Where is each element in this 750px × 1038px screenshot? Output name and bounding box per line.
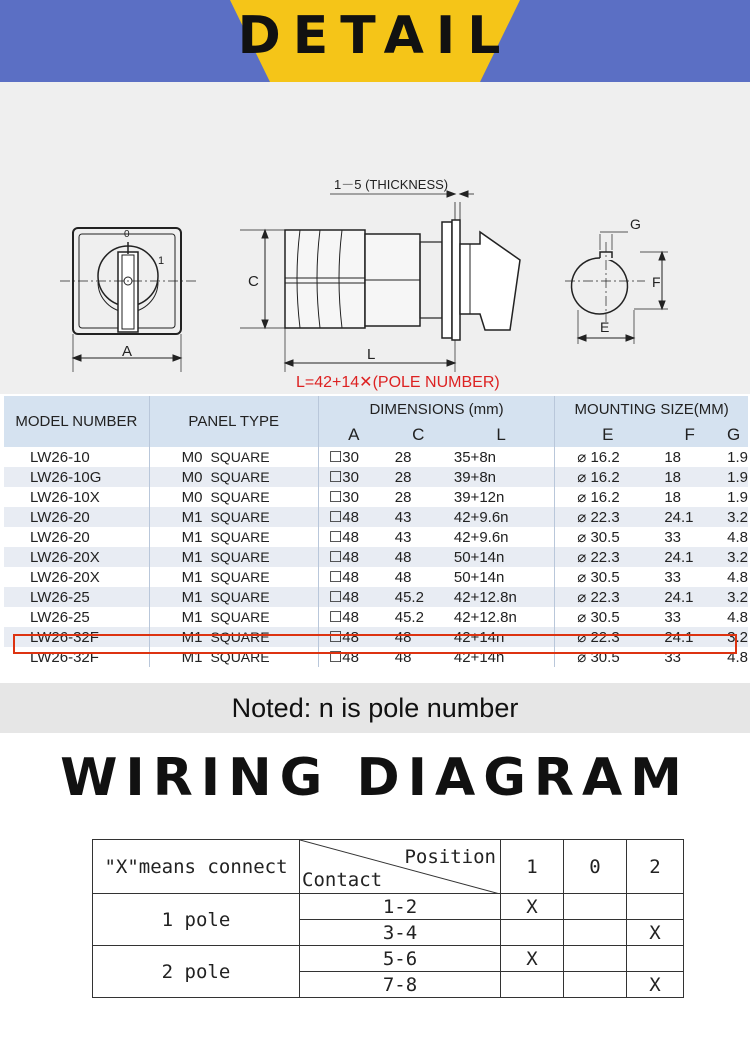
dimension-g-label: G [630,216,641,232]
side-view [240,191,520,372]
f-cell: 33 [660,647,719,667]
dimension-c-label: C [248,273,259,290]
e-cell: ⌀ 30.5 [555,647,661,667]
l-cell: 50+14n [448,547,555,567]
f-cell: 24.1 [660,507,719,527]
l-cell: 42+12.8n [448,587,555,607]
panel-code: M0 [181,468,203,486]
contact-mark: X [501,894,564,920]
f-cell: 24.1 [660,627,719,647]
contact-name: 7-8 [300,972,501,998]
header-dimensions: DIMENSIONS (mm) [318,396,554,423]
panel-shape: SQUARE [210,628,270,645]
wiring-diagram-title: WIRING DIAGRAM [60,748,690,808]
a-cell: ☐30 [318,467,388,487]
panel-code: M0 [181,448,203,466]
header-g: G [719,423,748,447]
c-cell: 28 [389,467,448,487]
l-cell: 39+8n [448,467,555,487]
l-cell: 35+8n [448,447,555,467]
g-cell: 3.2 [719,507,748,527]
page-title: DETAIL [237,6,513,66]
a-cell: ☐48 [318,567,388,587]
panel-cell [149,467,318,487]
a-cell: ☐30 [318,447,388,467]
a-cell: ☐48 [318,507,388,527]
header-e: E [555,423,661,447]
e-cell: ⌀ 30.5 [555,607,661,627]
a-cell: ☐48 [318,627,388,647]
contact-mark [501,972,564,998]
l-cell: 50+14n [448,567,555,587]
model-cell: LW26-20 [4,527,149,547]
dimensions-table [4,396,748,667]
g-cell: 3.2 [719,587,748,607]
panel-shape: SQUARE [210,448,270,465]
e-cell: ⌀ 30.5 [555,567,661,587]
panel-cell [149,487,318,507]
c-cell: 43 [389,527,448,547]
g-cell: 4.8 [719,607,748,627]
table-row [4,467,748,487]
c-cell: 45.2 [389,607,448,627]
panel-shape: SQUARE [210,508,270,525]
c-cell: 43 [389,507,448,527]
g-cell: 3.2 [719,627,748,647]
model-cell: LW26-20X [4,547,149,567]
e-cell: ⌀ 22.3 [555,507,661,527]
position-1-header: 1 [501,840,564,894]
drawing-svg [0,82,750,394]
e-cell: ⌀ 22.3 [555,587,661,607]
f-cell: 24.1 [660,547,719,567]
contact-mark [627,946,684,972]
c-cell: 48 [389,647,448,667]
contact-mark: X [627,920,684,946]
dimension-l-label: L [367,346,376,363]
panel-code: M1 [181,568,203,586]
panel-code: M1 [181,548,203,566]
table-row [4,587,748,607]
g-cell: 3.2 [719,547,748,567]
e-cell: ⌀ 16.2 [555,467,661,487]
panel-code: M1 [181,528,203,546]
panel-shape: SQUARE [210,608,270,625]
l-cell: 39+12n [448,487,555,507]
model-cell: LW26-20 [4,507,149,527]
panel-code: M1 [181,508,203,526]
position-contact-cell [300,840,501,894]
panel-cell [149,447,318,467]
contact-mark [501,920,564,946]
f-cell: 33 [660,527,719,547]
panel-shape: SQUARE [210,468,270,485]
c-cell: 48 [389,547,448,567]
legend-cell: "X"means connect [93,840,300,894]
dimension-f-label: F [652,274,661,290]
panel-shape: SQUARE [210,648,270,665]
a-cell: ☐48 [318,607,388,627]
panel-shape: SQUARE [210,548,270,565]
panel-code: M1 [181,648,203,666]
e-cell: ⌀ 16.2 [555,447,661,467]
l-cell: 42+14n [448,647,555,667]
header-l: L [448,423,555,447]
model-cell: LW26-10G [4,467,149,487]
a-cell: ☐48 [318,587,388,607]
l-cell: 42+14n [448,627,555,647]
model-cell: LW26-25 [4,587,149,607]
contact-mark: X [501,946,564,972]
technical-drawing [0,82,750,394]
g-cell: 4.8 [719,567,748,587]
pole-note: Noted: n is pole number [231,693,519,723]
contact-mark [564,894,627,920]
header-panel-type: PANEL TYPE [149,396,318,447]
f-cell: 18 [660,487,719,507]
contact-mark: X [627,972,684,998]
f-cell: 18 [660,467,719,487]
model-cell: LW26-10X [4,487,149,507]
e-cell: ⌀ 22.3 [555,627,661,647]
e-cell: ⌀ 22.3 [555,547,661,567]
panel-shape: SQUARE [210,588,270,605]
panel-code: M0 [181,488,203,506]
f-cell: 33 [660,567,719,587]
contact-mark [564,946,627,972]
a-cell: ☐48 [318,647,388,667]
panel-cell [149,567,318,587]
table-row [4,507,748,527]
g-cell: 4.8 [719,647,748,667]
e-cell: ⌀ 16.2 [555,487,661,507]
a-cell: ☐48 [318,547,388,567]
contact-name: 5-6 [300,946,501,972]
panel-cell [149,607,318,627]
l-cell: 42+9.6n [448,527,555,547]
c-cell: 28 [389,447,448,467]
position-0-header: 0 [564,840,627,894]
f-cell: 18 [660,447,719,467]
f-cell: 24.1 [660,587,719,607]
highlighted-row-frame [13,634,737,654]
position-1-label: 1 [158,255,165,267]
position-2-header: 2 [627,840,684,894]
dimension-e-label: E [600,319,610,335]
panel-cell [149,587,318,607]
g-cell: 1.9 [719,467,748,487]
header-c: C [389,423,448,447]
panel-shape: SQUARE [210,488,270,505]
contact-mark [627,894,684,920]
table-row [4,527,748,547]
panel-cell [149,507,318,527]
header-a: A [318,423,388,447]
contact-mark [564,920,627,946]
c-cell: 45.2 [389,587,448,607]
header-f: F [660,423,719,447]
table-row [4,487,748,507]
model-cell: LW26-32F [4,647,149,667]
panel-code: M1 [181,608,203,626]
header-model-number: MODEL NUMBER [4,396,149,447]
table-row [4,447,748,467]
length-formula: L=42+14✕(POLE NUMBER) [296,374,500,391]
table-row [4,567,748,587]
model-cell: LW26-32F [4,627,149,647]
contact-name: 3-4 [300,920,501,946]
wiring-table [92,839,684,998]
c-cell: 48 [389,567,448,587]
position-0-label: 0 [124,229,130,240]
panel-code: M1 [181,628,203,646]
header-banner [0,0,750,82]
e-cell: ⌀ 30.5 [555,527,661,547]
group-label-2-pole: 2 pole [93,946,300,998]
note-bar [0,683,750,733]
table-row [4,607,748,627]
panel-shape: SQUARE [210,528,270,545]
c-cell: 28 [389,487,448,507]
a-cell: ☐48 [318,527,388,547]
thickness-label: 1－5 (THICKNESS) [334,177,449,192]
panel-code: M1 [181,588,203,606]
contact-name: 1-2 [300,894,501,920]
g-cell: 1.9 [719,447,748,467]
model-cell: LW26-10 [4,447,149,467]
panel-cell [149,527,318,547]
model-cell: LW26-25 [4,607,149,627]
contact-mark [564,972,627,998]
model-cell: LW26-20X [4,567,149,587]
table-row [4,547,748,567]
header-mounting-size: MOUNTING SIZE(MM) [555,396,748,423]
f-cell: 33 [660,607,719,627]
contact-label: Contact [302,869,383,891]
dimension-a-label: A [122,343,133,360]
g-cell: 1.9 [719,487,748,507]
group-label-1-pole: 1 pole [93,894,300,946]
panel-shape: SQUARE [210,568,270,585]
panel-cell [149,547,318,567]
l-cell: 42+12.8n [448,607,555,627]
c-cell: 48 [389,627,448,647]
l-cell: 42+9.6n [448,507,555,527]
a-cell: ☐30 [318,487,388,507]
g-cell: 4.8 [719,527,748,547]
position-label: Position [404,846,496,868]
